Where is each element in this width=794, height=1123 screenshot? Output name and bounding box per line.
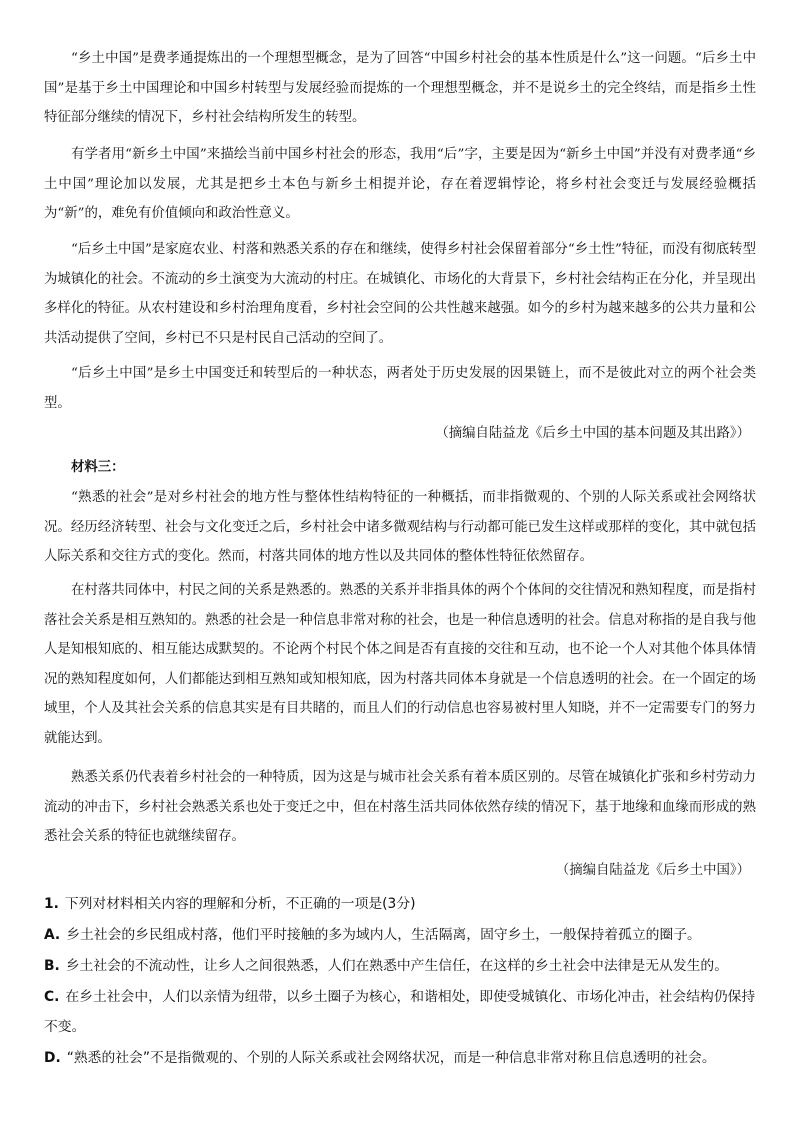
question-number: 1.: [44, 896, 59, 912]
m2-paragraph-3: “后乡土中国”是家庭农业、村落和熟悉关系的存在和继续，使得乡村社会保留着部分“乡土性”特征，而没有彻底转型为城镇化的社会。不流动的乡土演变为大流动的村庄。在城镇化、市场化的大背景下，乡村社会结构正在分化，并呈现出多样化的特征。从农村建设和乡村治理角度看，乡村社会空间的公共性越来越强。如今的乡村为越来越多的公共力量和公共活动提供了空间，乡村已不只是村民自己活动的空间了。: [44, 242, 756, 346]
option-c-text: 在乡土社会中，人们以亲情为纽带，以乡土圈子为核心，和谐相处，即使受城镇化、市场化冲击，社会结构仍保持不变。: [44, 989, 756, 1035]
option-b-label: B.: [44, 958, 60, 974]
option-a[interactable]: [44, 921, 756, 951]
question-stem: [44, 890, 756, 920]
m2-source: （摘编自陆益龙《后乡土中国的基本问题及其出路》）: [435, 426, 750, 441]
m3-paragraph-2: 在村落共同体中，村民之间的关系是熟悉的。熟悉的关系并非指具体的两个个体间的交往情况和熟知程度，而是指村落社会关系是相互熟知的。熟悉的社会是一种信息非常对称的社会，也是一种信息透明的社会。信息对称指的是自我与他人是知根知底的、相互能达成默契的。不论两个村民个体之间是否有直接的交往和互动，也不论一个人对其他个体具体情况的熟知程度如何，人们都能达到相互熟知或知根知底，因为村落共同体本身就是一个信息透明的社会。在一个固定的场域里，个人及其社会关系的信息其实是有目共睹的，而且人们的行动信息也容易被村里人知晓，并不一定需要专门的努力就能达到。: [44, 583, 756, 746]
m2-paragraph-4: “后乡土中国”是乡土中国变迁和转型后的一种状态，两者处于历史发展的因果链上，而不是彼此对立的两个社会类型。: [44, 366, 756, 411]
m3-paragraph-1: “熟悉的社会”是对乡村社会的地方性与整体性结构特征的一种概括，而非指微观的、个别的人际关系或社会网络状况。经历经济转型、社会与文化变迁之后，乡村社会中诸多微观结构与行动都可能已发生这样或那样的变化，其中就包括人际关系和交往方式的变化。然而，村落共同体的地方性以及共同体的整体性特征依然留存。: [44, 490, 756, 564]
option-d-text: “熟悉的社会”不是指微观的、个别的人际关系或社会网络状况，而是一种信息非常对称且信息透明的社会。: [66, 1050, 716, 1066]
m2-paragraph-2: 有学者用“新乡土中国”来描绘当前中国乡村社会的形态，我用“后”字，主要是因为“新乡土中国”并没有对费孝通“乡土中国”理论加以发展，尤其是把乡土本色与新乡土相提并论，存在着逻辑悖论，将乡村社会变迁与发展经验概括为“新”的，难免有价值倾向和政治性意义。: [44, 147, 756, 221]
option-c[interactable]: [44, 983, 756, 1042]
option-d-label: D.: [44, 1050, 61, 1066]
option-b-text: 乡土社会的不流动性，让乡人之间很熟悉，人们在熟悉中产生信任，在这样的乡土社会中法律是无从发生的。: [65, 958, 729, 974]
material3-heading: 材料三：: [71, 459, 125, 475]
option-d[interactable]: [44, 1044, 756, 1074]
option-a-text: 乡土社会的乡民组成村落，他们平时接触的多为域内人，生活隔离，固守乡土，一般保持着孤立的圈子。: [66, 927, 701, 943]
question-text: 下列对材料相关内容的理解和分析，不正确的一项是(3分): [64, 896, 416, 912]
m2-paragraph-1: “乡土中国”是费孝通提炼出的一个理想型概念，是为了回答“中国乡村社会的基本性质是什么”这一问题。“后乡土中国”是基于乡土中国理论和中国乡村转型与发展经验而提炼的一个理想型概念，并不是说乡土的完全终结，而是指乡土性特征部分继续的情况下，乡村社会结构所发生的转型。: [44, 51, 756, 125]
option-b[interactable]: [44, 952, 756, 982]
option-c-label: C.: [44, 989, 60, 1005]
m3-paragraph-3: 熟悉关系仍代表着乡村社会的一种特质，因为这是与城市社会关系有着本质区别的。尽管在城镇化扩张和乡村劳动力流动的冲击下，乡村社会熟悉关系也处于变迁之中，但在村落生活共同体依然存续的情况下，基于地缘和血缘而形成的熟悉社会关系的特征也就继续留存。: [44, 770, 756, 844]
m3-source: （摘编自陆益龙《后乡土中国》）: [555, 863, 750, 878]
option-a-label: A.: [44, 927, 61, 943]
